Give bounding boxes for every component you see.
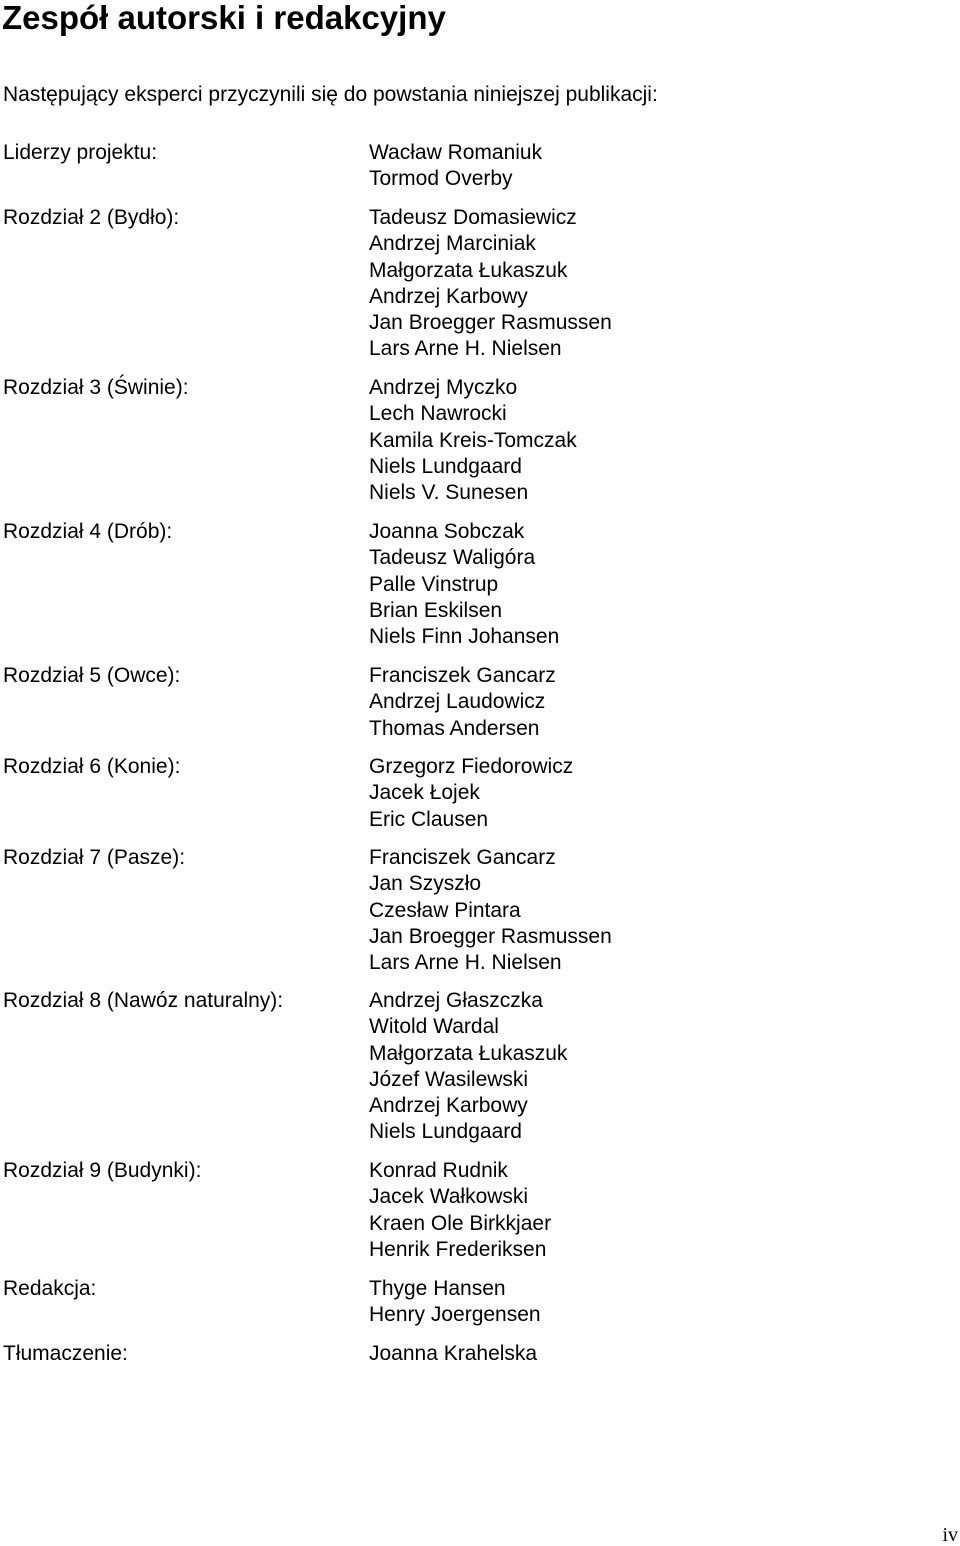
contributor-name: Franciszek Gancarz [369, 846, 556, 869]
section-names [369, 519, 559, 650]
section-names [369, 663, 556, 742]
contributor-name: Kraen Ole Birkkjaer [369, 1211, 552, 1235]
contributor-name: Andrzej Głaszczka [369, 989, 543, 1012]
section-label: Redakcja: [3, 1277, 97, 1300]
contributor-name: Niels Lundgaard [369, 1120, 522, 1144]
section-label: Rozdział 7 (Pasze): [3, 846, 186, 869]
intro-text: Następujący eksperci przyczynili się do powstania niniejszej publikacji: [3, 83, 658, 106]
contributor-name: Jan Broegger Rasmussen [369, 924, 612, 948]
section-names [369, 140, 542, 193]
contributor-name: Henry Joergensen [369, 1303, 541, 1327]
section-names [369, 845, 612, 976]
contributor-name: Andrzej Karbowy [369, 284, 528, 308]
contributor-name: Konrad Rudnik [369, 1159, 508, 1182]
contributor-name: Niels Finn Johansen [369, 625, 560, 649]
contributor-name: Andrzej Myczko [369, 376, 518, 399]
section-names [369, 754, 573, 833]
contributor-name: Palle Vinstrup [369, 572, 499, 596]
section-label: Rozdział 4 (Drób): [3, 520, 173, 543]
section-label: Rozdział 9 (Budynki): [3, 1159, 202, 1182]
contributor-name: Lars Arne H. Nielsen [369, 337, 562, 361]
contributor-name: Czesław Pintara [369, 898, 521, 922]
contributor-name: Joanna Krahelska [369, 1342, 538, 1365]
contributor-name: Grzegorz Fiedorowicz [369, 755, 574, 778]
section-names [369, 205, 612, 363]
contributor-name: Henrik Frederiksen [369, 1237, 547, 1261]
section-label: Rozdział 2 (Bydło): [3, 206, 180, 229]
contributor-name: Franciszek Gancarz [369, 664, 556, 687]
contributor-name: Thyge Hansen [369, 1277, 506, 1300]
contributor-name: Brian Eskilsen [369, 598, 503, 622]
contributor-name: Tadeusz Domasiewicz [369, 206, 577, 229]
contributor-name: Małgorzata Łukaszuk [369, 258, 568, 282]
contributor-name: Lars Arne H. Nielsen [369, 951, 562, 975]
contributor-name: Niels V. Sunesen [369, 481, 529, 505]
contributor-name: Lech Nawrocki [369, 402, 507, 426]
contributor-name: Andrzej Marciniak [369, 232, 536, 256]
contributor-name: Jan Broegger Rasmussen [369, 311, 612, 335]
section-label: Rozdział 6 (Konie): [3, 755, 181, 778]
contributor-name: Tormod Overby [369, 167, 513, 191]
section-names [369, 988, 567, 1146]
section-label: Liderzy projektu: [3, 141, 158, 164]
section-label: Rozdział 3 (Świnie): [3, 376, 189, 399]
contributor-name: Jacek Łojek [369, 781, 480, 805]
contributor-name: Wacław Romaniuk [369, 141, 543, 164]
section-names [369, 375, 577, 506]
contributor-name: Jacek Wałkowski [369, 1185, 529, 1209]
section-names [369, 1158, 551, 1263]
contributor-name: Kamila Kreis-Tomczak [369, 428, 577, 452]
contributor-name: Eric Clausen [369, 807, 489, 831]
contributor-name: Andrzej Laudowicz [369, 690, 546, 714]
section-label: Rozdział 8 (Nawóz naturalny): [3, 989, 284, 1012]
contributor-name: Józef Wasilewski [369, 1067, 529, 1091]
page-number: iv [942, 1524, 958, 1546]
contributor-name: Andrzej Karbowy [369, 1094, 528, 1118]
contributor-name: Niels Lundgaard [369, 454, 522, 478]
contributor-name: Małgorzata Łukaszuk [369, 1041, 568, 1065]
section-names [369, 1341, 537, 1367]
contributor-name: Witold Wardal [369, 1015, 499, 1039]
contributor-name: Thomas Andersen [369, 716, 540, 740]
page-title: Zespół autorski i redakcyjny [2, 0, 446, 36]
contributor-name: Tadeusz Waligóra [369, 546, 536, 570]
contributor-name: Joanna Sobczak [369, 520, 525, 543]
section-names [369, 1276, 541, 1329]
section-label: Tłumaczenie: [3, 1342, 128, 1365]
section-label: Rozdział 5 (Owce): [3, 664, 181, 687]
contributor-name: Jan Szyszło [369, 872, 482, 896]
